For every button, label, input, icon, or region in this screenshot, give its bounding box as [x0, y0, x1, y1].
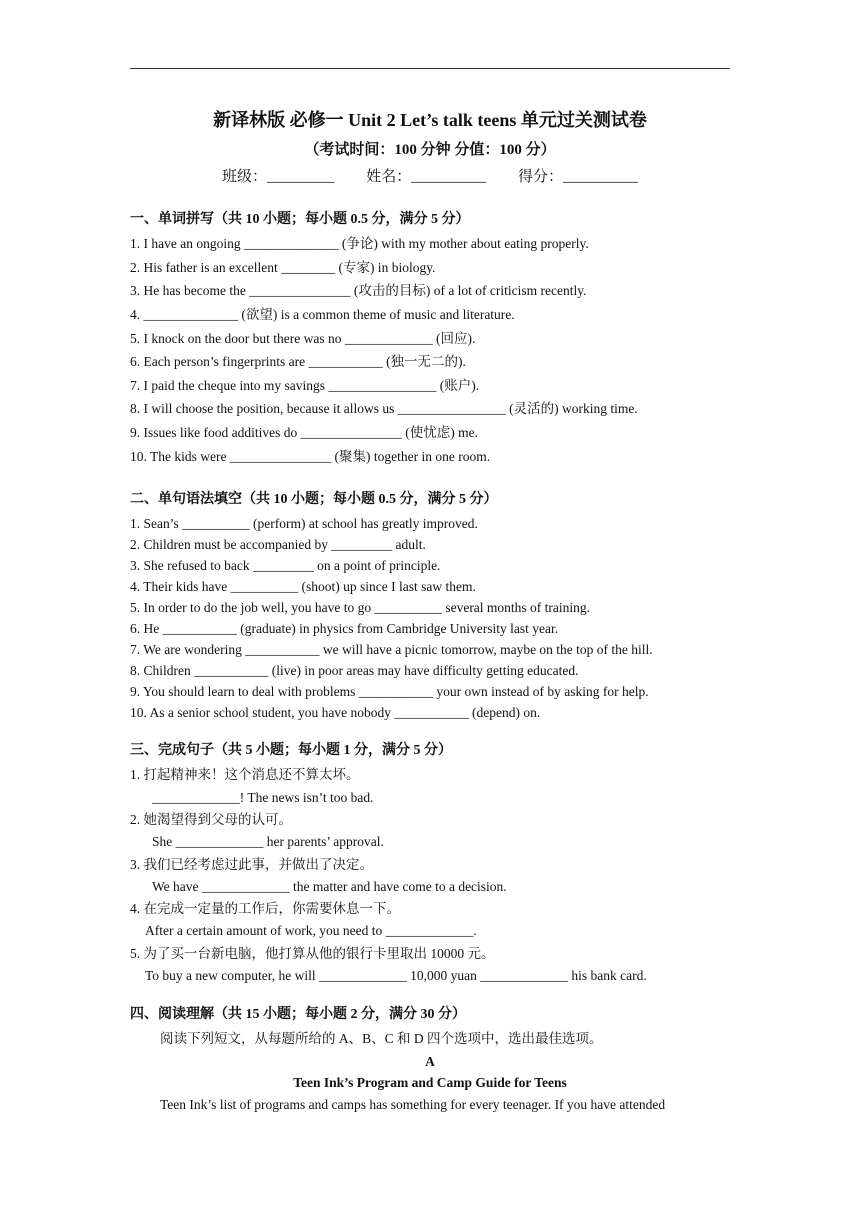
- passage-letter: A: [425, 1054, 435, 1069]
- class-label: 班级：_________: [221, 169, 335, 185]
- section2-item: 7. We are wondering ___________ we will have a picnic tomorrow, maybe on the top of the hill.: [130, 642, 653, 657]
- section2-item: 9. You should learn to deal with problems ___________ your own instead of by asking for help.: [130, 684, 649, 699]
- section1-item: 4. ______________ (欲望) is a common theme of music and literature.: [130, 307, 515, 322]
- section3-chinese-prompt: 4. 在完成一定量的工作后，你需要休息一下。: [130, 901, 400, 916]
- section4-instruction: 阅读下列短文，从每题所给的 A、B、C 和 D 四个选项中，选出最佳选项。: [160, 1031, 603, 1046]
- section1-item: 7. I paid the cheque into my savings ________________ (账户).: [130, 378, 480, 393]
- section2-item: 6. He ___________ (graduate) in physics from Cambridge University last year.: [130, 621, 559, 636]
- section2-item: 10. As a senior school student, you have nobody ___________ (depend) on.: [130, 705, 541, 720]
- section3-heading: 三、完成句子（共 5 小题；每小题 1 分，满分 5 分）: [130, 743, 452, 758]
- section1-item: 2. His father is an excellent ________ (专家) in biology.: [130, 260, 436, 275]
- passage-title: Teen Ink’s Program and Camp Guide for Teens: [293, 1075, 567, 1090]
- section3-english-sentence: We have _____________ the matter and have come to a decision.: [152, 879, 507, 894]
- section1-item: 1. I have an ongoing ______________ (争论) with my mother about eating properly.: [130, 236, 589, 251]
- section3-chinese-prompt: 5. 为了买一台新电脑，他打算从他的银行卡里取出 10000 元。: [130, 946, 495, 961]
- section2-item: 1. Sean’s __________ (perform) at school has greatly improved.: [130, 516, 478, 531]
- section2-item: 3. She refused to back _________ on a point of principle.: [130, 558, 441, 573]
- name-label: 姓名：__________: [366, 169, 487, 185]
- section1-item: 5. I knock on the door but there was no _____________ (回应).: [130, 331, 476, 346]
- section2-heading: 二、单句语法填空（共 10 小题；每小题 0.5 分，满分 5 分）: [130, 492, 498, 507]
- section3-english-sentence: She _____________ her parents’ approval.: [152, 834, 384, 849]
- student-info-line: [0, 165, 860, 186]
- section2-item: 5. In order to do the job well, you have to go __________ several months of training.: [130, 600, 591, 615]
- section1-item: 3. He has become the _______________ (攻击的目标) of a lot of criticism recently.: [130, 283, 587, 298]
- section2-item: 8. Children ___________ (live) in poor areas may have difficulty getting educated.: [130, 663, 579, 678]
- section3-english-sentence: To buy a new computer, he will _____________ 10,000 yuan _____________ his bank card.: [145, 968, 647, 983]
- page-title: 新译林版 必修一 Unit 2 Let’s talk teens 单元过关测试卷: [213, 110, 647, 130]
- section2-item: 4. Their kids have __________ (shoot) up since I last saw them.: [130, 579, 476, 594]
- section1-heading: 一、单词拼写（共 10 小题；每小题 0.5 分，满分 5 分）: [130, 212, 470, 227]
- section4-heading: 四、阅读理解（共 15 小题；每小题 2 分，满分 30 分）: [130, 1007, 466, 1022]
- section3-chinese-prompt: 3. 我们已经考虑过此事，并做出了决定。: [130, 857, 373, 872]
- section3-chinese-prompt: 2. 她渴望得到父母的认可。: [130, 812, 292, 827]
- section3-chinese-prompt: 1. 打起精神来！这个消息还不算太坏。: [130, 767, 360, 782]
- top-rule: [130, 68, 730, 69]
- section2-item: 2. Children must be accompanied by _________ adult.: [130, 537, 426, 552]
- section1-item: 9. Issues like food additives do _______________ (使忧虑) me.: [130, 425, 478, 440]
- score-label: 得分：__________: [518, 169, 639, 185]
- section1-item: 8. I will choose the position, because it allows us ________________ (灵活的) working time.: [130, 401, 638, 416]
- section3-english-sentence: After a certain amount of work, you need to _____________.: [145, 923, 477, 938]
- section1-item: 10. The kids were _______________ (聚集) together in one room.: [130, 449, 491, 464]
- section1-item: 6. Each person’s fingerprints are ___________ (独一无二的).: [130, 354, 466, 369]
- exam-time-score: （考试时间：100 分钟 分值：100 分）: [304, 142, 556, 158]
- passage-text: Teen Ink’s list of programs and camps has something for every teenager. If you have attended: [160, 1097, 666, 1112]
- section3-english-sentence: _____________! The news isn’t too bad.: [152, 790, 374, 805]
